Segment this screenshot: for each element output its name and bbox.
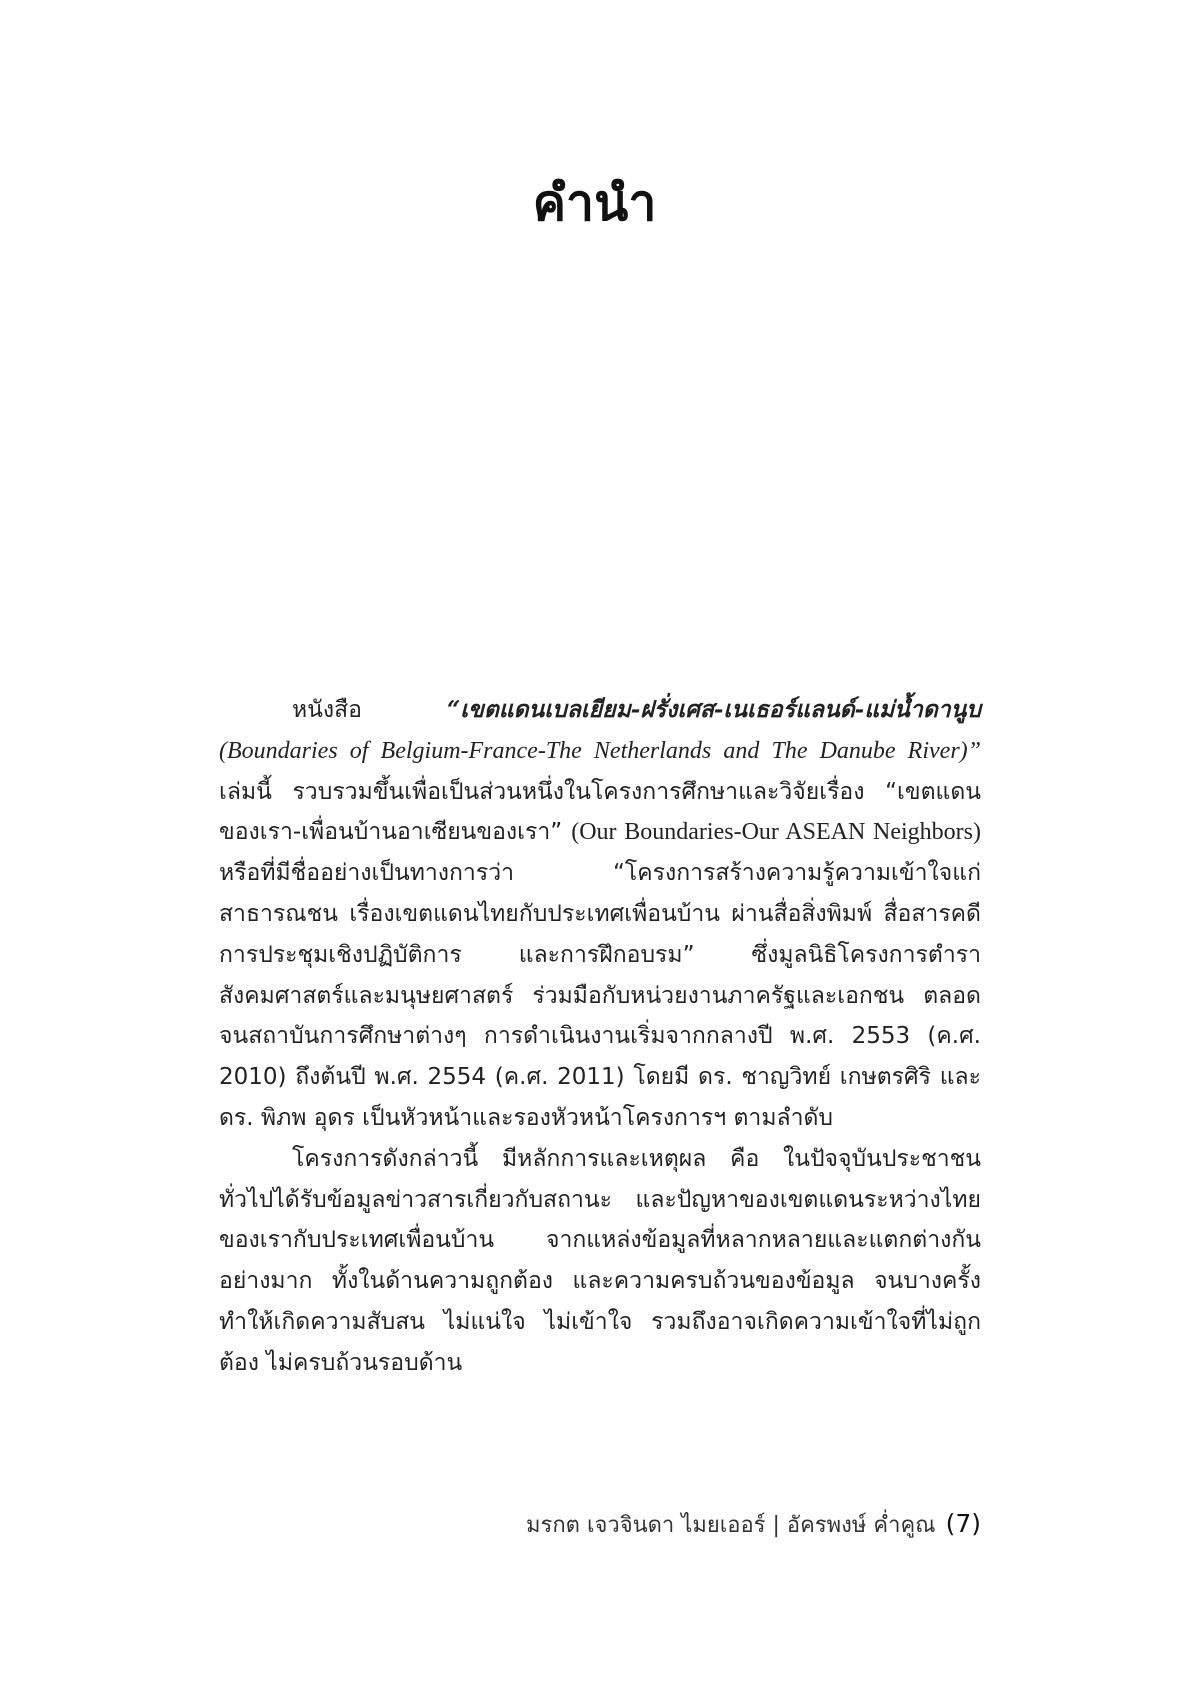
paragraph-intro xyxy=(219,690,981,1139)
page-footer xyxy=(526,1507,981,1543)
page-title: คำนำ xyxy=(532,174,657,232)
book-title-english: (Boundaries of Belgium-France-The Netherlands and The Danube River)” xyxy=(219,737,981,764)
paragraph-intro-text-b: หรือที่มีชื่ออย่างเป็นทางการว่า “โครงการสร้างความรู้ความเข้าใจแก่สาธารณชน เรื่องเขตแดนไทยกับประเทศเพื่อนบ้าน ผ่านสื่อสิ่งพิมพ์ สื่อสารคดี การประชุมเชิงปฏิบัติการ และการฝึกอบรม” ซึ่งมูลนิธิโครงการตำราสังคมศาสตร์และมนุษยศาสตร์ ร่วมมือกับหน่วยงานภาครัฐและเอกชน ตลอดจนสถาบันการศึกษาต่างๆ การดำเนินงานเริ่มจากกลางปี พ.ศ. 2553 (ค.ศ. 2010) ถึงต้นปี พ.ศ. 2554 (ค.ศ. 2011) โดยมี ดร. ชาญวิทย์ เกษตรศิริ และ ดร. พิภพ อุดร เป็นหัวหน้าและรองหัวหน้าโครงการฯ ตามลำดับ xyxy=(219,860,981,1131)
paragraph-intro-lead: หนังสือ xyxy=(292,697,447,723)
book-title-thai: “เขตแดนเบลเยียม-ฝรั่งเศส-เนเธอร์แลนด์-แม่น้ำดานูบ xyxy=(447,696,981,723)
footer-authors: มรกต เจวจินดา ไมยเออร์ | อัครพงษ์ ค่ำคูณ xyxy=(526,1513,936,1538)
body-text xyxy=(219,690,981,1384)
paragraph-intro-text-a: เล่มนี้ รวบรวมขึ้นเพื่อเป็นส่วนหนึ่งในโครงการศึกษาและวิจัยเรื่อง “เขตแดนของเรา-เพื่อนบ้านอาเซียนของเรา” xyxy=(219,778,981,846)
project-title-english: (Our Boundaries-Our ASEAN Neighbors) xyxy=(571,819,981,846)
page-number: (7) xyxy=(945,1509,981,1538)
paragraph-principles: โครงการดังกล่าวนี้ มีหลักการและเหตุผล คือ ในปัจจุบันประชาชนทั่วไปได้รับข้อมูลข่าวสารเกี่ยวกับสถานะ และปัญหาของเขตแดนระหว่างไทยของเรากับประเทศเพื่อนบ้าน จากแหล่งข้อมูลที่หลากหลายและแตกต่างกันอย่างมาก ทั้งในด้านความถูกต้อง และความครบถ้วนของข้อมูล จนบางครั้งทำให้เกิดความสับสน ไม่แน่ใจ ไม่เข้าใจ รวมถึงอาจเกิดความเข้าใจที่ไม่ถูกต้อง ไม่ครบถ้วนรอบด้าน xyxy=(219,1145,981,1376)
